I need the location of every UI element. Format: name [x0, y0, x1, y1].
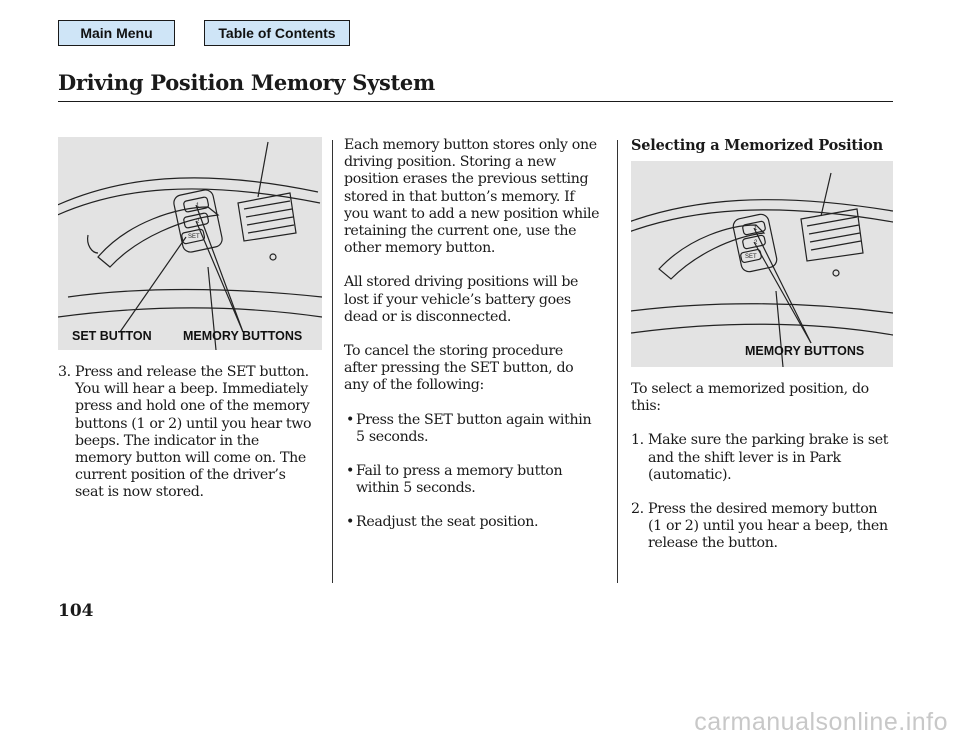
- memory-buttons-illustration: [631, 161, 893, 367]
- step-2-number: 2.: [631, 501, 644, 518]
- step-1: [631, 432, 901, 484]
- bullet-icon: •: [346, 463, 355, 480]
- bullet-text: Press the SET button again within 5 seconds.: [356, 411, 592, 445]
- memory-buttons-label-right: MEMORY BUTTONS: [745, 344, 865, 358]
- column-3: [631, 381, 901, 570]
- title-divider: [58, 101, 893, 102]
- page-title: Driving Position Memory System: [58, 70, 435, 95]
- bullet-text: Readjust the seat position.: [356, 514, 539, 531]
- set-button-text-right: SET: [745, 254, 757, 260]
- door-panel-drawing-right: [631, 161, 893, 367]
- section-heading: Selecting a Memorized Position: [631, 137, 883, 154]
- step-3: [58, 364, 323, 502]
- memory-button-1-text: 1: [196, 203, 200, 209]
- bullet-item: [344, 412, 612, 446]
- step-1-number: 1.: [631, 432, 644, 449]
- memory-button-2-text-right: 2: [754, 240, 758, 246]
- door-panel-drawing: [58, 137, 322, 350]
- bullet-text: Fail to press a memory button within 5 seconds.: [356, 463, 563, 497]
- select-intro-paragraph: To select a memorized position, do this:: [631, 381, 869, 415]
- main-menu-button[interactable]: Main Menu: [58, 20, 175, 46]
- bullet-icon: •: [346, 514, 355, 531]
- cancel-paragraph: To cancel the storing procedure after pressing the SET button, do any of the following:: [344, 343, 574, 394]
- column-2: [344, 137, 612, 549]
- step-1-text: Make sure the parking brake is set and the shift lever is in Park (automatic).: [648, 432, 889, 483]
- step-3-number: 3.: [58, 364, 71, 380]
- table-of-contents-button[interactable]: Table of Contents: [204, 20, 350, 46]
- step-2: [631, 501, 901, 553]
- page-number: 104: [58, 601, 94, 621]
- memory-buttons-label: MEMORY BUTTONS: [183, 329, 303, 343]
- watermark: carmanualsonline.info: [694, 708, 948, 736]
- memory-button-2-text: 2: [196, 219, 200, 225]
- column-divider: [332, 140, 333, 583]
- column-1: [58, 364, 323, 519]
- bullet-icon: •: [346, 411, 355, 428]
- memory-button-1-text-right: 1: [754, 226, 758, 232]
- set-button-text: SET: [188, 234, 200, 240]
- bullet-item: [344, 463, 612, 497]
- bullet-item: [344, 514, 612, 531]
- battery-paragraph: All stored driving positions will be lost if your vehicle’s battery goes dead or is disconnected.: [344, 274, 579, 325]
- memory-storage-paragraph: Each memory button stores only one driving position. Storing a new position erases the previous setting stored in that button’s memory. If you want to add a new position while retaining the current one, use the other memory button.: [344, 137, 600, 257]
- set-button-label: SET BUTTON: [72, 329, 152, 343]
- step-2-text: Press the desired memory button (1 or 2) until you hear a beep, then release the button.: [648, 501, 888, 552]
- column-divider: [617, 140, 618, 583]
- set-button-illustration: [58, 137, 322, 350]
- step-3-text: Press and release the SET button. You will hear a beep. Immediately press and hold one of the memory buttons (1 or 2) until you hear two beeps. The indicator in the memory button will come on. The current position of the driver’s seat is now stored.: [75, 364, 312, 501]
